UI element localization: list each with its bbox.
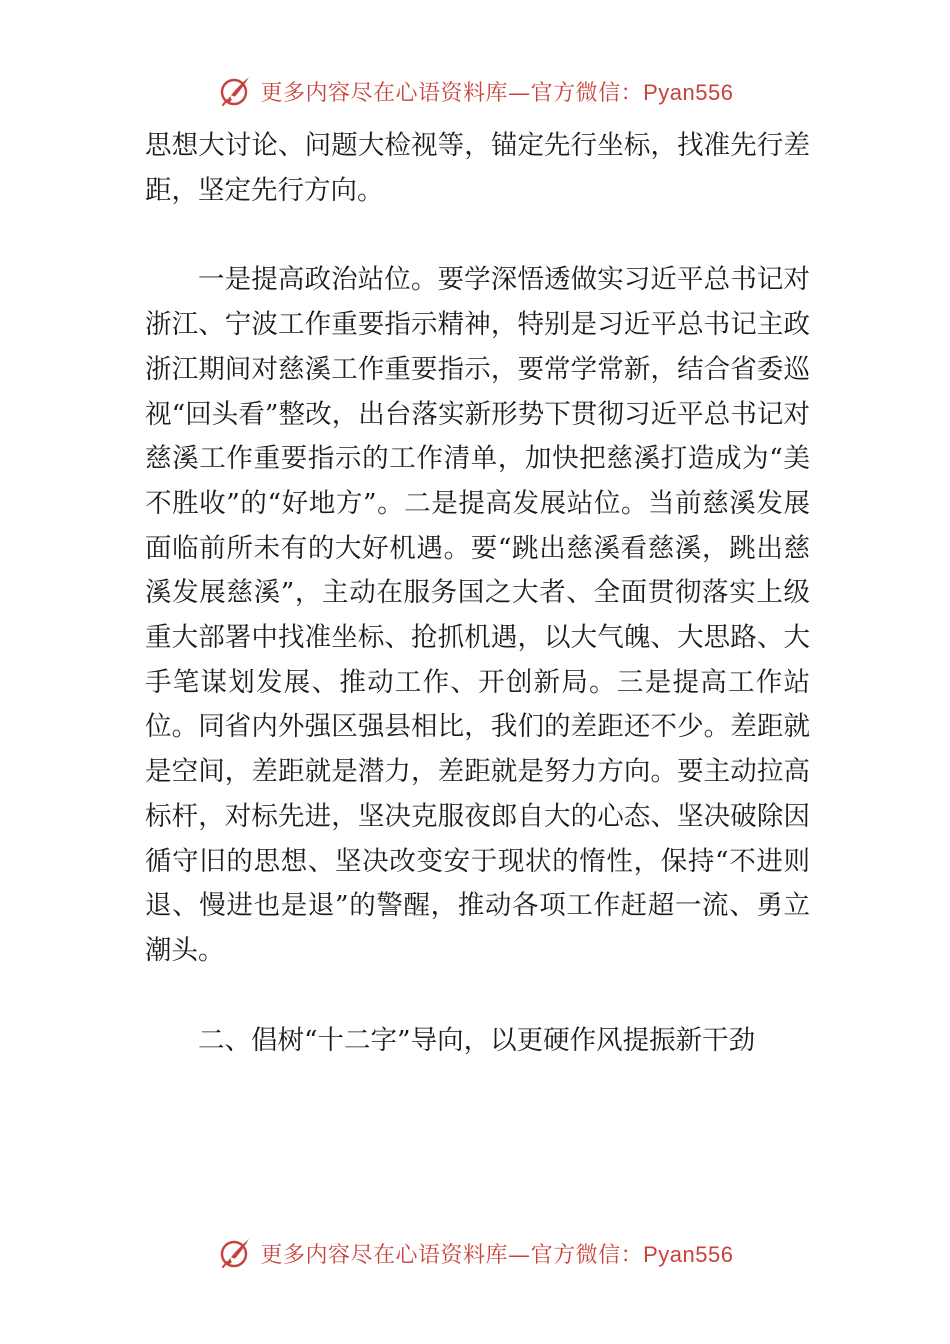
- paragraph-spacer: [145, 974, 810, 1019]
- header-banner-dash: —: [508, 80, 531, 106]
- footer-banner-text: [261, 1238, 734, 1269]
- footer-banner: [0, 1228, 950, 1278]
- header-banner-wechat-id: Pyan556: [643, 79, 734, 105]
- footer-banner-main: 更多内容尽在心语资料库: [260, 1242, 509, 1268]
- paragraph-spacer: [145, 213, 810, 258]
- header-banner-official: 官方微信：: [530, 80, 644, 106]
- footer-banner-dash: —: [508, 1242, 531, 1268]
- footer-banner-official: 官方微信：: [530, 1242, 644, 1268]
- section-heading-2: 二、倡树“十二字”导向，以更硬作风提振新干劲: [198, 1024, 756, 1056]
- footer-banner-wechat-id: Pyan556: [643, 1241, 734, 1267]
- header-banner-text: [261, 76, 734, 107]
- header-banner-main: 更多内容尽在心语资料库: [260, 80, 509, 106]
- header-banner: [0, 66, 950, 116]
- document-body: [145, 124, 810, 1063]
- quill-circle-logo-icon: [217, 1235, 253, 1271]
- body-paragraph-1: 思想大讨论、问题大检视等，锚定先行坐标，找准先行差距，坚定先行方向。: [145, 130, 810, 206]
- quill-circle-logo-icon: [217, 73, 253, 109]
- body-paragraph-2: 一是提高政治站位。要学深悟透做实习近平总书记对浙江、宁波工作重要指示精神，特别是习近平总书记主政浙江期间对慈溪工作重要指示，要常学常新，结合省委巡视“回头看”整改，出台落实新形势下贯彻习近平总书记对慈溪工作重要指示的工作清单，加快把慈溪打造成为“美不胜收”的“好地方”。二是提高发展站位。当前慈溪发展面临前所未有的大好机遇。要“跳出慈溪看慈溪，跳出慈溪发展慈溪”，主动在服务国之大者、全面贯彻落实上级重大部署中找准坐标、抢抓机遇，以大气魄、大思路、大手笔谋划发展、推动工作、开创新局。三是提高工作站位。同省内外强区强县相比，我们的差距还不少。差距就是空间，差距就是潜力，差距就是努力方向。要主动拉高标杆，对标先进，坚决克服夜郎自大的心态、坚决破除因循守旧的思想、坚决改变安于现状的惰性，保持“不进则退、慢进也是退”的警醒，推动各项工作赶超一流、勇立潮头。: [145, 264, 810, 966]
